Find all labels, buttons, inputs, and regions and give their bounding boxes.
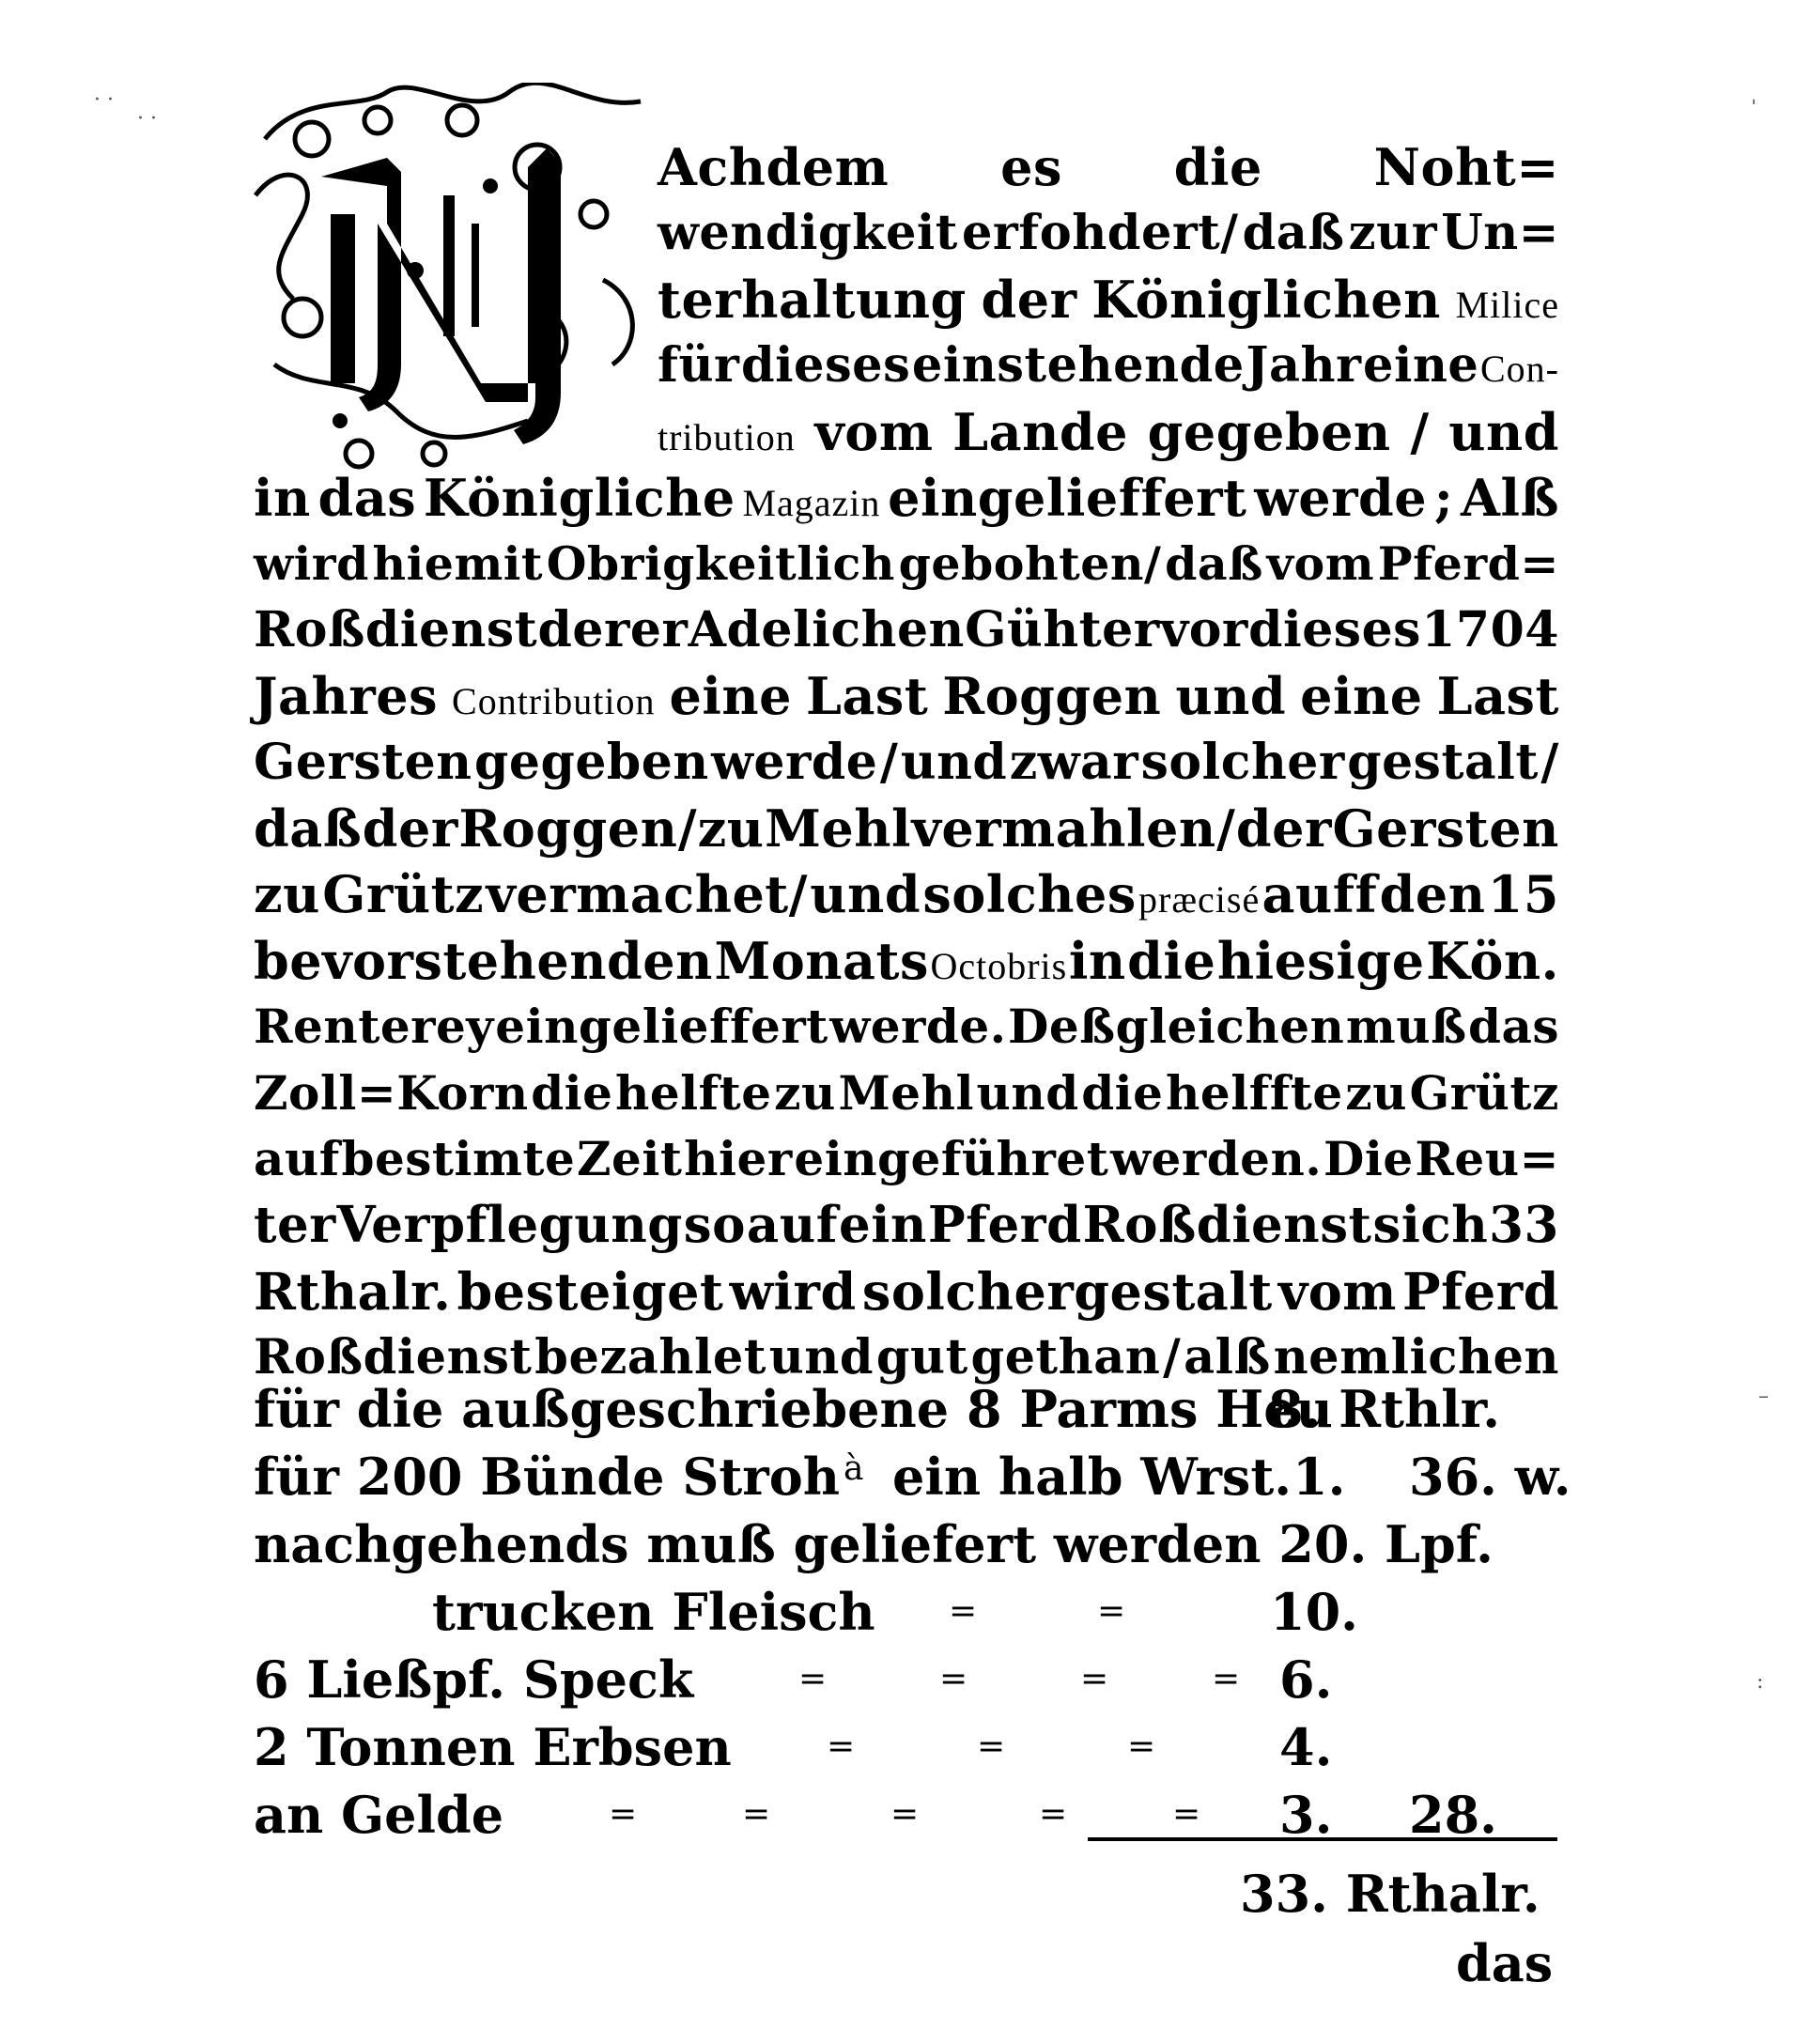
word: und	[1448, 402, 1559, 462]
word: Jahr	[1246, 337, 1362, 394]
word: das	[317, 468, 417, 528]
word: Un=	[1441, 205, 1559, 261]
ledger-row7-text: an Gelde	[254, 1785, 504, 1845]
text-line	[254, 662, 1559, 730]
word: hiemit	[372, 536, 544, 591]
word: /	[1540, 734, 1559, 791]
word: werde	[711, 734, 878, 791]
word: Last	[1436, 666, 1559, 726]
ditto-mark: =	[1212, 1660, 1241, 1698]
word: Mehl	[838, 1065, 974, 1121]
ledger-row2-text: für 200 Bünde Stroh	[254, 1447, 841, 1507]
word: Königlichen	[1091, 270, 1441, 330]
word: dieses	[740, 337, 911, 394]
word: tribution	[658, 416, 796, 458]
word: Verpflegung	[336, 1196, 683, 1254]
word: solcher	[1140, 734, 1345, 791]
word: Roggen	[942, 666, 1162, 726]
word: und	[810, 864, 921, 924]
word: /	[1216, 798, 1236, 859]
word: hiesige	[1216, 931, 1425, 991]
ornamental-initial-N	[246, 83, 659, 477]
word: Obrigkeitlich	[546, 536, 895, 591]
word: zu	[697, 798, 765, 859]
word: auf	[254, 1131, 340, 1186]
ditto-mark: =	[949, 1592, 978, 1631]
word: alß	[1184, 1329, 1271, 1386]
word: hier	[684, 1131, 793, 1186]
text-line	[658, 133, 1559, 201]
word: Jahres	[254, 666, 439, 726]
ledger-row6-amount: 4.	[1279, 1717, 1333, 1777]
word: gegeben	[474, 734, 709, 791]
word: Die	[1323, 1131, 1414, 1186]
word: Roggen	[458, 798, 678, 859]
word: Gersten	[254, 734, 472, 791]
word: /	[1163, 1329, 1182, 1386]
word: /	[1410, 402, 1430, 462]
word: gebohten/	[898, 536, 1162, 591]
text-line	[254, 1060, 1559, 1127]
word: der	[1235, 798, 1332, 859]
ditto-mark: =	[742, 1795, 771, 1834]
text-line	[658, 398, 1559, 466]
word: Kön.	[1426, 931, 1559, 991]
margin-speck: –	[1758, 1385, 1769, 1408]
word: für	[658, 337, 740, 394]
ditto-mark: =	[1172, 1795, 1201, 1834]
text-line	[254, 530, 1559, 597]
text-line	[254, 1125, 1559, 1193]
ledger-row5-text: 6 Ließpf. Speck	[254, 1649, 694, 1710]
word: Renterey	[254, 999, 494, 1054]
word: der	[981, 270, 1077, 330]
text-line	[254, 795, 1559, 862]
ledger-row2-amount: 1.	[1292, 1447, 1346, 1507]
word: vom	[814, 402, 934, 462]
word: Adelichen	[688, 601, 965, 658]
margin-speck: · ·	[94, 88, 114, 112]
word: Rthalr.	[254, 1262, 452, 1322]
word: nemlichen	[1273, 1329, 1559, 1386]
word: Octobris	[930, 945, 1068, 987]
word: werde.	[829, 999, 1007, 1054]
word: die	[1173, 137, 1262, 197]
word: gethan	[970, 1329, 1161, 1386]
word: eingelieffert	[495, 999, 828, 1054]
text-line	[254, 1191, 1559, 1259]
word: eine	[669, 666, 792, 726]
word: Contribution	[452, 680, 656, 722]
word: Pferd=	[1377, 536, 1559, 591]
word: Königliche	[423, 468, 735, 528]
word: den	[1379, 864, 1486, 924]
margin-speck: :	[1757, 1670, 1764, 1694]
ditto-mark: =	[798, 1660, 828, 1698]
word: Deßgleichen	[1008, 999, 1345, 1054]
word: in	[254, 468, 311, 528]
ledger-row2-w: 36. w.	[1409, 1447, 1571, 1507]
word: die	[1081, 1065, 1164, 1121]
word: bevorstehenden	[254, 931, 713, 991]
word: und	[976, 1065, 1079, 1121]
ditto-mark: =	[827, 1727, 856, 1766]
word: ;	[1433, 468, 1454, 528]
word: Last	[805, 666, 929, 726]
word: 15	[1487, 864, 1559, 924]
word: werde	[1254, 468, 1428, 528]
word: daß	[1242, 205, 1345, 261]
text-line	[658, 332, 1559, 399]
word: das	[1467, 999, 1559, 1054]
word: derer	[537, 601, 689, 658]
word: sich	[1372, 1196, 1489, 1254]
word: Grütz	[322, 864, 485, 924]
word: so	[683, 1196, 746, 1254]
text-line	[658, 199, 1559, 267]
word: und	[768, 1329, 875, 1386]
text-line	[254, 993, 1559, 1061]
ditto-mark: =	[1080, 1660, 1109, 1698]
word: Achdem	[658, 137, 890, 197]
word: muß	[1345, 999, 1467, 1054]
word: 1704	[1421, 601, 1559, 658]
ledger-row6-text: 2 Tonnen Erbsen	[254, 1717, 732, 1777]
word: Gühter	[965, 601, 1160, 658]
word: solches	[922, 864, 1137, 924]
word: dieses	[1248, 601, 1421, 658]
word: vermachet/	[486, 864, 808, 924]
word: einstehende	[911, 337, 1245, 394]
word: und	[1175, 666, 1287, 726]
word: und	[900, 734, 1008, 791]
word: daß	[254, 798, 363, 859]
word: Zoll=Korn	[254, 1065, 529, 1121]
word: vom	[1277, 1262, 1397, 1322]
word: eine	[1363, 337, 1479, 394]
ditto-mark: =	[977, 1727, 1006, 1766]
word: eingelieffert	[888, 468, 1247, 528]
word: Pferd	[1402, 1262, 1559, 1322]
text-line	[254, 729, 1559, 797]
ledger-row4-amount: 10.	[1270, 1582, 1358, 1642]
word: wird	[729, 1262, 857, 1322]
word: erfohdert/	[961, 205, 1239, 261]
word: Roßdienst	[254, 1329, 533, 1386]
text-line	[254, 927, 1559, 995]
word: solchergestalt	[861, 1262, 1273, 1322]
word: daß	[1165, 536, 1263, 591]
word: auf	[746, 1196, 839, 1254]
word: zur	[1348, 205, 1438, 261]
ledger-total: 33. Rthalr.	[1240, 1864, 1540, 1924]
word: gut	[875, 1329, 968, 1386]
word: wird	[254, 536, 369, 591]
word: vermahlen	[911, 798, 1216, 859]
ledger-row1-text: für die außgeschriebene 8 Parms Heu	[254, 1379, 1333, 1439]
word: zu	[1345, 1065, 1407, 1121]
ledger-row3-text: nachgehends muß geliefert werden 20. Lpf.	[254, 1514, 1494, 1574]
word: wendigkeit	[658, 205, 958, 261]
word: besteiget	[457, 1262, 724, 1322]
word: Con-	[1479, 348, 1559, 390]
text-line	[658, 266, 1559, 333]
word: ein	[839, 1196, 927, 1254]
margin-speck: ˈ	[1751, 98, 1757, 121]
word: in	[1068, 931, 1126, 991]
word: zu	[254, 864, 320, 924]
word: werden.	[1110, 1131, 1323, 1186]
text-line	[254, 860, 1559, 928]
ditto-mark: =	[1097, 1592, 1126, 1631]
ledger-row5-amount: 6.	[1279, 1649, 1333, 1710]
word: bezahlet	[534, 1329, 766, 1386]
margin-speck: · ·	[137, 107, 157, 131]
ledger-row2-a: à	[844, 1449, 864, 1488]
word: ter	[254, 1196, 336, 1254]
text-line	[254, 464, 1559, 532]
word: Alß	[1461, 468, 1559, 528]
word: Reu=	[1415, 1131, 1559, 1186]
ditto-mark: =	[1127, 1727, 1156, 1766]
text-line	[254, 1258, 1559, 1325]
word: /	[677, 798, 698, 859]
word: eingeführet	[794, 1131, 1109, 1186]
word: helffte	[1166, 1065, 1343, 1121]
word: zwar	[1009, 734, 1139, 791]
sum-rule	[1088, 1837, 1557, 1841]
word: /	[879, 734, 899, 791]
word: terhaltung	[658, 270, 967, 330]
word: die	[531, 1065, 613, 1121]
catchword: das	[1456, 1933, 1554, 1993]
ledger-row7-w: 28.	[1409, 1785, 1497, 1845]
word: Noht=	[1373, 137, 1559, 197]
ledger-row7-amount: 3.	[1279, 1785, 1333, 1845]
word: Pferd	[927, 1196, 1082, 1254]
word: bestimte	[341, 1131, 576, 1186]
word: gegeben	[1147, 402, 1391, 462]
word: gestalt	[1347, 734, 1539, 791]
word: zu	[774, 1065, 836, 1121]
word: Grütz	[1409, 1065, 1559, 1121]
word: Mehl	[765, 798, 911, 859]
ledger-row2-text2: ein halb Wrst.	[892, 1447, 1292, 1507]
word: helfte	[615, 1065, 772, 1121]
word: Monats	[714, 931, 929, 991]
word: Zeit	[577, 1131, 683, 1186]
text-line	[254, 596, 1559, 664]
word: Lande	[952, 402, 1128, 462]
word: 33	[1489, 1196, 1559, 1254]
word: auff	[1262, 864, 1378, 924]
ditto-mark: =	[1039, 1795, 1068, 1834]
ditto-mark: =	[890, 1795, 920, 1834]
word: Roßdienst	[254, 601, 538, 658]
word: eine	[1300, 666, 1423, 726]
ledger-row4-text: trucken Fleisch	[432, 1582, 875, 1642]
word: Gersten	[1332, 798, 1559, 859]
word: vor	[1159, 601, 1248, 658]
ledger-row1-amount: 8. Rthlr.	[1268, 1379, 1501, 1439]
ditto-mark: =	[939, 1660, 968, 1698]
word: die	[1127, 931, 1216, 991]
word: Milice	[1455, 284, 1559, 326]
word: vom	[1266, 536, 1375, 591]
word: præcisé	[1138, 878, 1261, 921]
word: es	[1000, 137, 1062, 197]
word: der	[362, 798, 458, 859]
word: Roßdienst	[1082, 1196, 1372, 1254]
ditto-mark: =	[609, 1795, 638, 1834]
word: Magazin	[742, 482, 881, 524]
